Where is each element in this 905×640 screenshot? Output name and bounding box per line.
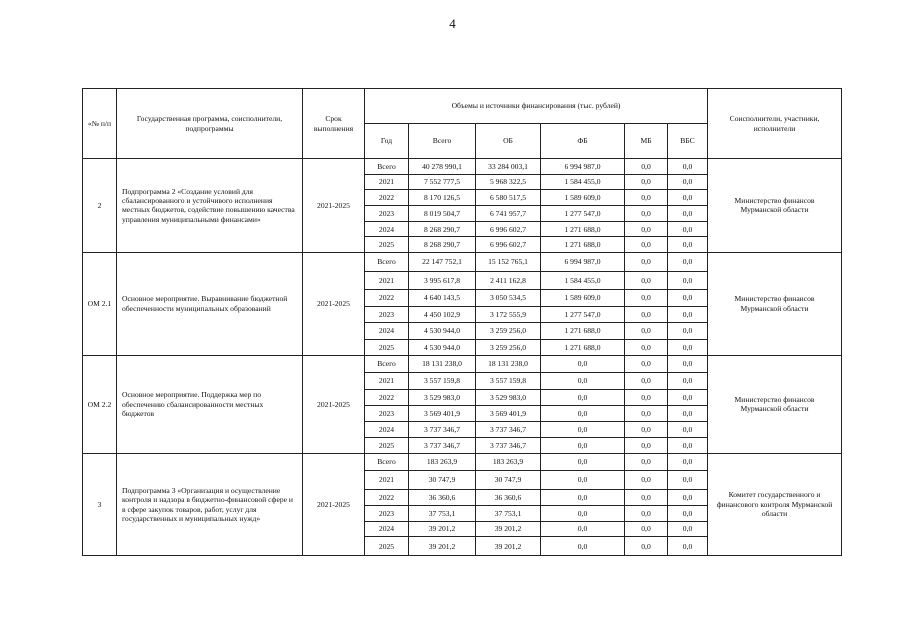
cell-year: 2024 xyxy=(365,322,409,339)
cell-year: 2023 xyxy=(365,205,409,221)
table-header xyxy=(83,89,842,159)
cell-vbs: 0,0 xyxy=(668,174,708,190)
cell-total: 3 529 983,0 xyxy=(409,389,476,405)
cell-mb: 0,0 xyxy=(625,453,668,470)
cell-fb: 0,0 xyxy=(541,537,625,556)
program-term: 2021-2025 xyxy=(303,252,365,355)
cell-ob: 5 968 322,5 xyxy=(476,174,541,190)
cell-vbs: 0,0 xyxy=(668,252,708,271)
row-number: ОМ 2.1 xyxy=(83,252,117,355)
cell-fb: 6 994 987,0 xyxy=(541,252,625,271)
cell-fb: 1 271 688,0 xyxy=(541,339,625,355)
cell-vbs: 0,0 xyxy=(668,289,708,306)
cell-year: 2025 xyxy=(365,339,409,355)
cell-year: 2021 xyxy=(365,372,409,389)
cell-ob: 3 557 159,8 xyxy=(476,372,541,389)
cell-ob: 36 360,6 xyxy=(476,489,541,505)
cell-mb: 0,0 xyxy=(625,237,668,253)
cell-fb: 1 584 455,0 xyxy=(541,174,625,190)
cell-vbs: 0,0 xyxy=(668,221,708,237)
cell-mb: 0,0 xyxy=(625,190,668,206)
header-executors: Соисполнители, участники, исполнители xyxy=(708,89,842,159)
cell-total: 8 268 290,7 xyxy=(409,221,476,237)
cell-total: 18 131 238,0 xyxy=(409,355,476,372)
cell-vbs: 0,0 xyxy=(668,437,708,453)
cell-total: 8 019 504,7 xyxy=(409,205,476,221)
cell-total: 3 557 159,8 xyxy=(409,372,476,389)
program-name: Подпрограмма 3 «Организация и осуществление контроля и надзора в бюджетно-финансовой сфере и в сфере закупок товаров, работ, услуг для государственных и муниципальных нужд» xyxy=(117,453,303,555)
cell-mb: 0,0 xyxy=(625,159,668,175)
cell-year: 2023 xyxy=(365,405,409,421)
cell-year: 2021 xyxy=(365,174,409,190)
cell-vbs: 0,0 xyxy=(668,159,708,175)
cell-vbs: 0,0 xyxy=(668,355,708,372)
cell-fb: 0,0 xyxy=(541,405,625,421)
cell-year: Всего xyxy=(365,159,409,175)
cell-fb: 0,0 xyxy=(541,437,625,453)
cell-year: 2024 xyxy=(365,221,409,237)
cell-ob: 3 259 256,0 xyxy=(476,322,541,339)
cell-vbs: 0,0 xyxy=(668,470,708,489)
cell-mb: 0,0 xyxy=(625,470,668,489)
cell-total: 4 450 102,9 xyxy=(409,306,476,322)
cell-year: 2022 xyxy=(365,190,409,206)
cell-ob: 2 411 162,8 xyxy=(476,271,541,289)
header-ob: ОБ xyxy=(476,124,541,159)
cell-total: 8 268 290,7 xyxy=(409,237,476,253)
cell-total: 30 747,9 xyxy=(409,470,476,489)
header-fb: ФБ xyxy=(541,124,625,159)
cell-ob: 3 737 346,7 xyxy=(476,421,541,437)
cell-year: 2024 xyxy=(365,421,409,437)
cell-vbs: 0,0 xyxy=(668,237,708,253)
executor: Министерство финансов Мурманской области xyxy=(708,252,842,355)
program-term: 2021-2025 xyxy=(303,159,365,253)
cell-mb: 0,0 xyxy=(625,489,668,505)
cell-mb: 0,0 xyxy=(625,252,668,271)
cell-year: 2025 xyxy=(365,437,409,453)
executor: Комитет государственного и финансового контроля Мурманской области xyxy=(708,453,842,555)
cell-mb: 0,0 xyxy=(625,205,668,221)
cell-fb: 0,0 xyxy=(541,372,625,389)
table-row xyxy=(83,252,842,271)
cell-year: 2025 xyxy=(365,537,409,556)
cell-mb: 0,0 xyxy=(625,372,668,389)
cell-fb: 1 589 609,0 xyxy=(541,190,625,206)
cell-ob: 3 737 346,7 xyxy=(476,437,541,453)
executor: Министерство финансов Мурманской области xyxy=(708,355,842,453)
table-row xyxy=(83,159,842,175)
header-num: «№ п/п xyxy=(83,89,117,159)
program-term: 2021-2025 xyxy=(303,453,365,555)
header-funding: Объемы и источники финансирования (тыс. рублей) xyxy=(365,89,708,124)
cell-year: 2024 xyxy=(365,521,409,537)
cell-ob: 33 284 003,1 xyxy=(476,159,541,175)
cell-ob: 6 580 517,5 xyxy=(476,190,541,206)
cell-ob: 18 131 238,0 xyxy=(476,355,541,372)
header-year: Год xyxy=(365,124,409,159)
cell-mb: 0,0 xyxy=(625,437,668,453)
cell-ob: 37 753,1 xyxy=(476,505,541,521)
cell-total: 4 530 944,0 xyxy=(409,339,476,355)
cell-year: 2023 xyxy=(365,306,409,322)
cell-vbs: 0,0 xyxy=(668,322,708,339)
cell-mb: 0,0 xyxy=(625,339,668,355)
cell-year: 2021 xyxy=(365,271,409,289)
cell-fb: 1 271 688,0 xyxy=(541,221,625,237)
cell-total: 3 569 401,9 xyxy=(409,405,476,421)
cell-mb: 0,0 xyxy=(625,289,668,306)
cell-fb: 6 994 987,0 xyxy=(541,159,625,175)
cell-mb: 0,0 xyxy=(625,505,668,521)
cell-ob: 3 529 983,0 xyxy=(476,389,541,405)
cell-vbs: 0,0 xyxy=(668,306,708,322)
cell-mb: 0,0 xyxy=(625,389,668,405)
cell-total: 4 640 143,5 xyxy=(409,289,476,306)
table-row xyxy=(83,453,842,470)
cell-total: 39 201,2 xyxy=(409,521,476,537)
cell-total: 36 360,6 xyxy=(409,489,476,505)
cell-year: Всего xyxy=(365,453,409,470)
cell-mb: 0,0 xyxy=(625,355,668,372)
cell-ob: 3 259 256,0 xyxy=(476,339,541,355)
cell-vbs: 0,0 xyxy=(668,421,708,437)
cell-vbs: 0,0 xyxy=(668,505,708,521)
cell-ob: 39 201,2 xyxy=(476,521,541,537)
cell-vbs: 0,0 xyxy=(668,489,708,505)
cell-total: 39 201,2 xyxy=(409,537,476,556)
cell-ob: 6 996 602,7 xyxy=(476,237,541,253)
program-name: Подпрограмма 2 «Создание условий для сбалансированного и устойчивого исполнения местных бюджетов, содействие повышению качества управления муниципальными финансами» xyxy=(117,159,303,253)
cell-fb: 0,0 xyxy=(541,389,625,405)
header-total: Всего xyxy=(409,124,476,159)
financing-table xyxy=(82,88,842,556)
cell-mb: 0,0 xyxy=(625,306,668,322)
cell-vbs: 0,0 xyxy=(668,372,708,389)
cell-mb: 0,0 xyxy=(625,537,668,556)
cell-fb: 1 271 688,0 xyxy=(541,237,625,253)
cell-mb: 0,0 xyxy=(625,221,668,237)
cell-year: 2022 xyxy=(365,289,409,306)
cell-vbs: 0,0 xyxy=(668,339,708,355)
program-name: Основное мероприятие. Выравнивание бюджетной обеспеченности муниципальных образований xyxy=(117,252,303,355)
page-number: 4 xyxy=(449,16,456,31)
cell-total: 183 263,9 xyxy=(409,453,476,470)
cell-total: 3 737 346,7 xyxy=(409,421,476,437)
cell-mb: 0,0 xyxy=(625,174,668,190)
cell-mb: 0,0 xyxy=(625,521,668,537)
cell-total: 7 552 777,5 xyxy=(409,174,476,190)
cell-year: 2021 xyxy=(365,470,409,489)
cell-fb: 1 589 609,0 xyxy=(541,289,625,306)
cell-fb: 0,0 xyxy=(541,489,625,505)
cell-fb: 0,0 xyxy=(541,453,625,470)
cell-year: 2022 xyxy=(365,389,409,405)
cell-mb: 0,0 xyxy=(625,271,668,289)
cell-ob: 6 996 602,7 xyxy=(476,221,541,237)
row-number: ОМ 2.2 xyxy=(83,355,117,453)
header-term: Срок выполнения xyxy=(303,89,365,159)
cell-vbs: 0,0 xyxy=(668,453,708,470)
cell-ob: 6 741 957,7 xyxy=(476,205,541,221)
cell-vbs: 0,0 xyxy=(668,521,708,537)
program-name: Основное мероприятие. Поддержка мер по обеспечению сбалансированности местных бюджетов xyxy=(117,355,303,453)
cell-vbs: 0,0 xyxy=(668,271,708,289)
cell-year: Всего xyxy=(365,252,409,271)
cell-vbs: 0,0 xyxy=(668,405,708,421)
cell-ob: 3 050 534,5 xyxy=(476,289,541,306)
cell-ob: 3 569 401,9 xyxy=(476,405,541,421)
cell-year: 2022 xyxy=(365,489,409,505)
cell-fb: 0,0 xyxy=(541,505,625,521)
cell-ob: 183 263,9 xyxy=(476,453,541,470)
cell-fb: 1 277 547,0 xyxy=(541,205,625,221)
table-row xyxy=(83,355,842,372)
cell-total: 8 170 126,5 xyxy=(409,190,476,206)
cell-fb: 0,0 xyxy=(541,355,625,372)
cell-total: 40 278 990,1 xyxy=(409,159,476,175)
cell-year: 2025 xyxy=(365,237,409,253)
cell-mb: 0,0 xyxy=(625,405,668,421)
header-program: Государственная программа, соисполнители, подпрограммы xyxy=(117,89,303,159)
cell-vbs: 0,0 xyxy=(668,205,708,221)
header-vbs: ВБС xyxy=(668,124,708,159)
cell-total: 22 147 752,1 xyxy=(409,252,476,271)
cell-fb: 0,0 xyxy=(541,470,625,489)
cell-total: 3 995 617,8 xyxy=(409,271,476,289)
cell-fb: 0,0 xyxy=(541,521,625,537)
cell-ob: 30 747,9 xyxy=(476,470,541,489)
cell-mb: 0,0 xyxy=(625,421,668,437)
cell-year: Всего xyxy=(365,355,409,372)
cell-vbs: 0,0 xyxy=(668,389,708,405)
executor: Министерство финансов Мурманской области xyxy=(708,159,842,253)
cell-fb: 1 277 547,0 xyxy=(541,306,625,322)
cell-ob: 3 172 555,9 xyxy=(476,306,541,322)
cell-mb: 0,0 xyxy=(625,322,668,339)
cell-total: 3 737 346,7 xyxy=(409,437,476,453)
cell-ob: 15 152 765,1 xyxy=(476,252,541,271)
row-number: 3 xyxy=(83,453,117,555)
cell-vbs: 0,0 xyxy=(668,190,708,206)
cell-total: 4 530 944,0 xyxy=(409,322,476,339)
cell-total: 37 753,1 xyxy=(409,505,476,521)
row-number: 2 xyxy=(83,159,117,253)
header-mb: МБ xyxy=(625,124,668,159)
cell-ob: 39 201,2 xyxy=(476,537,541,556)
table-body xyxy=(83,159,842,556)
cell-fb: 0,0 xyxy=(541,421,625,437)
cell-fb: 1 271 688,0 xyxy=(541,322,625,339)
cell-fb: 1 584 455,0 xyxy=(541,271,625,289)
cell-vbs: 0,0 xyxy=(668,537,708,556)
cell-year: 2023 xyxy=(365,505,409,521)
program-term: 2021-2025 xyxy=(303,355,365,453)
